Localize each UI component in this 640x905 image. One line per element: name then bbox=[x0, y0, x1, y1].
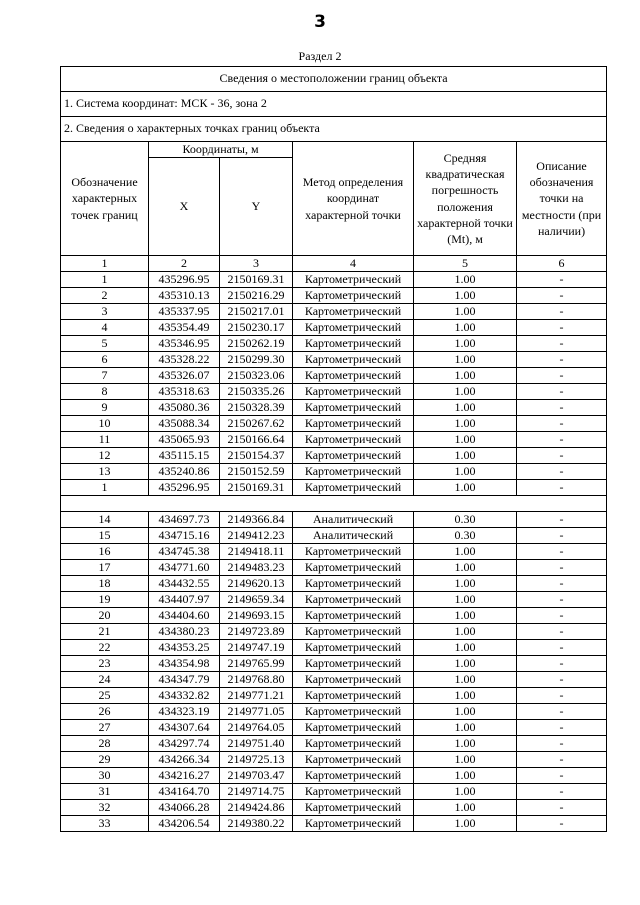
y-coordinate: 2150230.17 bbox=[220, 320, 293, 336]
x-coordinate: 435346.95 bbox=[149, 336, 220, 352]
y-coordinate: 2149703.47 bbox=[220, 768, 293, 784]
x-coordinate: 435310.13 bbox=[149, 288, 220, 304]
x-coordinate: 434353.25 bbox=[149, 640, 220, 656]
description: - bbox=[517, 304, 607, 320]
description: - bbox=[517, 512, 607, 528]
accuracy: 1.00 bbox=[414, 656, 517, 672]
description: - bbox=[517, 640, 607, 656]
accuracy: 1.00 bbox=[414, 304, 517, 320]
x-coordinate: 435080.36 bbox=[149, 400, 220, 416]
accuracy: 1.00 bbox=[414, 448, 517, 464]
y-coordinate: 2149412.23 bbox=[220, 528, 293, 544]
header-description: Описание обозначения точки на местности (при наличии) bbox=[517, 142, 607, 256]
table-row bbox=[61, 720, 607, 736]
accuracy: 1.00 bbox=[414, 560, 517, 576]
method: Картометрический bbox=[293, 736, 414, 752]
point-number: 1 bbox=[61, 272, 149, 288]
description: - bbox=[517, 272, 607, 288]
method: Картометрический bbox=[293, 608, 414, 624]
point-number: 22 bbox=[61, 640, 149, 656]
boundary-points-table bbox=[60, 66, 607, 832]
accuracy: 1.00 bbox=[414, 624, 517, 640]
page-number: 3 bbox=[314, 12, 326, 32]
x-coordinate: 434354.98 bbox=[149, 656, 220, 672]
description: - bbox=[517, 672, 607, 688]
description: - bbox=[517, 752, 607, 768]
description: - bbox=[517, 656, 607, 672]
accuracy: 1.00 bbox=[414, 736, 517, 752]
accuracy: 1.00 bbox=[414, 688, 517, 704]
point-number: 24 bbox=[61, 672, 149, 688]
y-coordinate: 2149747.19 bbox=[220, 640, 293, 656]
point-number: 6 bbox=[61, 352, 149, 368]
method: Картометрический bbox=[293, 784, 414, 800]
y-coordinate: 2150216.29 bbox=[220, 288, 293, 304]
y-coordinate: 2150299.30 bbox=[220, 352, 293, 368]
table-row bbox=[61, 688, 607, 704]
x-coordinate: 434206.54 bbox=[149, 816, 220, 832]
table-row bbox=[61, 416, 607, 432]
x-coordinate: 435088.34 bbox=[149, 416, 220, 432]
description: - bbox=[517, 768, 607, 784]
x-coordinate: 434380.23 bbox=[149, 624, 220, 640]
x-coordinate: 434407.97 bbox=[149, 592, 220, 608]
accuracy: 1.00 bbox=[414, 800, 517, 816]
method: Картометрический bbox=[293, 448, 414, 464]
table-row bbox=[61, 336, 607, 352]
method: Картометрический bbox=[293, 640, 414, 656]
contour-separator-row bbox=[61, 496, 607, 512]
point-number: 27 bbox=[61, 720, 149, 736]
table-row bbox=[61, 640, 607, 656]
x-coordinate: 434697.73 bbox=[149, 512, 220, 528]
table-row bbox=[61, 576, 607, 592]
accuracy: 1.00 bbox=[414, 704, 517, 720]
method: Картометрический bbox=[293, 320, 414, 336]
method: Картометрический bbox=[293, 352, 414, 368]
y-coordinate: 2149768.80 bbox=[220, 672, 293, 688]
accuracy: 0.30 bbox=[414, 528, 517, 544]
description: - bbox=[517, 624, 607, 640]
y-coordinate: 2149366.84 bbox=[220, 512, 293, 528]
accuracy: 1.00 bbox=[414, 752, 517, 768]
method: Картометрический bbox=[293, 720, 414, 736]
description: - bbox=[517, 288, 607, 304]
method: Картометрический bbox=[293, 576, 414, 592]
x-coordinate: 434745.38 bbox=[149, 544, 220, 560]
point-number: 28 bbox=[61, 736, 149, 752]
x-coordinate: 434307.64 bbox=[149, 720, 220, 736]
table-row bbox=[61, 768, 607, 784]
accuracy: 1.00 bbox=[414, 352, 517, 368]
accuracy: 1.00 bbox=[414, 336, 517, 352]
method: Картометрический bbox=[293, 560, 414, 576]
coordinate-system-text: 1. Система координат: МСК - 36, зона 2 bbox=[61, 92, 607, 117]
header-y: Y bbox=[220, 158, 293, 256]
y-coordinate: 2150154.37 bbox=[220, 448, 293, 464]
accuracy: 1.00 bbox=[414, 592, 517, 608]
header-point: Обозначение характерных точек границ bbox=[61, 142, 149, 256]
description: - bbox=[517, 336, 607, 352]
x-coordinate: 434297.74 bbox=[149, 736, 220, 752]
x-coordinate: 434715.16 bbox=[149, 528, 220, 544]
table-row bbox=[61, 736, 607, 752]
point-number: 31 bbox=[61, 784, 149, 800]
y-coordinate: 2149765.99 bbox=[220, 656, 293, 672]
accuracy: 1.00 bbox=[414, 272, 517, 288]
accuracy: 1.00 bbox=[414, 672, 517, 688]
x-coordinate: 434216.27 bbox=[149, 768, 220, 784]
accuracy: 1.00 bbox=[414, 784, 517, 800]
description: - bbox=[517, 816, 607, 832]
method: Картометрический bbox=[293, 368, 414, 384]
description: - bbox=[517, 800, 607, 816]
column-number: 3 bbox=[220, 256, 293, 272]
description: - bbox=[517, 688, 607, 704]
header-accuracy: Средняя квадратическая погрешность положения характерной точки (Mt), м bbox=[414, 142, 517, 256]
x-coordinate: 435115.15 bbox=[149, 448, 220, 464]
description: - bbox=[517, 544, 607, 560]
accuracy: 1.00 bbox=[414, 320, 517, 336]
y-coordinate: 2150169.31 bbox=[220, 272, 293, 288]
method: Картометрический bbox=[293, 592, 414, 608]
y-coordinate: 2149659.34 bbox=[220, 592, 293, 608]
x-coordinate: 435337.95 bbox=[149, 304, 220, 320]
accuracy: 1.00 bbox=[414, 576, 517, 592]
accuracy: 1.00 bbox=[414, 544, 517, 560]
description: - bbox=[517, 432, 607, 448]
point-number: 14 bbox=[61, 512, 149, 528]
method: Картометрический bbox=[293, 816, 414, 832]
method: Картометрический bbox=[293, 288, 414, 304]
table-row bbox=[61, 432, 607, 448]
point-number: 4 bbox=[61, 320, 149, 336]
method: Картометрический bbox=[293, 800, 414, 816]
column-number-row bbox=[61, 256, 607, 272]
table-row bbox=[61, 656, 607, 672]
accuracy: 1.00 bbox=[414, 720, 517, 736]
method: Картометрический bbox=[293, 432, 414, 448]
coordinate-system-row bbox=[61, 92, 607, 117]
description: - bbox=[517, 528, 607, 544]
point-number: 13 bbox=[61, 464, 149, 480]
y-coordinate: 2150152.59 bbox=[220, 464, 293, 480]
accuracy: 0.30 bbox=[414, 512, 517, 528]
table-row bbox=[61, 512, 607, 528]
header-method: Метод определения координат характерной точки bbox=[293, 142, 414, 256]
method: Картометрический bbox=[293, 768, 414, 784]
description: - bbox=[517, 448, 607, 464]
method: Картометрический bbox=[293, 464, 414, 480]
table-row bbox=[61, 352, 607, 368]
table-row bbox=[61, 368, 607, 384]
table-row bbox=[61, 288, 607, 304]
point-number: 15 bbox=[61, 528, 149, 544]
column-number: 1 bbox=[61, 256, 149, 272]
method: Картометрический bbox=[293, 416, 414, 432]
table-row bbox=[61, 384, 607, 400]
description: - bbox=[517, 720, 607, 736]
column-number: 5 bbox=[414, 256, 517, 272]
table-row bbox=[61, 480, 607, 496]
y-coordinate: 2150169.31 bbox=[220, 480, 293, 496]
y-coordinate: 2149751.40 bbox=[220, 736, 293, 752]
method: Картометрический bbox=[293, 480, 414, 496]
method: Картометрический bbox=[293, 672, 414, 688]
x-coordinate: 435328.22 bbox=[149, 352, 220, 368]
x-coordinate: 435065.93 bbox=[149, 432, 220, 448]
point-number: 19 bbox=[61, 592, 149, 608]
column-number: 4 bbox=[293, 256, 414, 272]
point-number: 21 bbox=[61, 624, 149, 640]
contour-separator bbox=[61, 496, 607, 512]
x-coordinate: 434771.60 bbox=[149, 560, 220, 576]
method: Картометрический bbox=[293, 688, 414, 704]
y-coordinate: 2149693.15 bbox=[220, 608, 293, 624]
table-row bbox=[61, 320, 607, 336]
method: Картометрический bbox=[293, 272, 414, 288]
section-title: Раздел 2 bbox=[298, 49, 342, 63]
accuracy: 1.00 bbox=[414, 816, 517, 832]
point-number: 20 bbox=[61, 608, 149, 624]
point-number: 25 bbox=[61, 688, 149, 704]
table-row bbox=[61, 448, 607, 464]
accuracy: 1.00 bbox=[414, 640, 517, 656]
point-number: 1 bbox=[61, 480, 149, 496]
y-coordinate: 2150217.01 bbox=[220, 304, 293, 320]
x-coordinate: 435296.95 bbox=[149, 272, 220, 288]
y-coordinate: 2149418.11 bbox=[220, 544, 293, 560]
description: - bbox=[517, 784, 607, 800]
y-coordinate: 2150335.26 bbox=[220, 384, 293, 400]
x-coordinate: 435326.07 bbox=[149, 368, 220, 384]
header-coords: Координаты, м bbox=[149, 142, 293, 158]
method: Картометрический bbox=[293, 752, 414, 768]
accuracy: 1.00 bbox=[414, 480, 517, 496]
accuracy: 1.00 bbox=[414, 384, 517, 400]
point-number: 5 bbox=[61, 336, 149, 352]
x-coordinate: 435354.49 bbox=[149, 320, 220, 336]
accuracy: 1.00 bbox=[414, 288, 517, 304]
x-coordinate: 434432.55 bbox=[149, 576, 220, 592]
accuracy: 1.00 bbox=[414, 432, 517, 448]
y-coordinate: 2149424.86 bbox=[220, 800, 293, 816]
x-coordinate: 434323.19 bbox=[149, 704, 220, 720]
y-coordinate: 2150323.06 bbox=[220, 368, 293, 384]
accuracy: 1.00 bbox=[414, 608, 517, 624]
table-row bbox=[61, 272, 607, 288]
table-row bbox=[61, 544, 607, 560]
column-number: 6 bbox=[517, 256, 607, 272]
y-coordinate: 2149483.23 bbox=[220, 560, 293, 576]
table-row bbox=[61, 560, 607, 576]
y-coordinate: 2149764.05 bbox=[220, 720, 293, 736]
accuracy: 1.00 bbox=[414, 768, 517, 784]
x-coordinate: 434332.82 bbox=[149, 688, 220, 704]
x-coordinate: 434266.34 bbox=[149, 752, 220, 768]
table-row bbox=[61, 624, 607, 640]
point-number: 9 bbox=[61, 400, 149, 416]
table-row bbox=[61, 752, 607, 768]
point-number: 26 bbox=[61, 704, 149, 720]
point-number: 30 bbox=[61, 768, 149, 784]
x-coordinate: 435318.63 bbox=[149, 384, 220, 400]
point-number: 8 bbox=[61, 384, 149, 400]
method: Картометрический bbox=[293, 656, 414, 672]
column-number: 2 bbox=[149, 256, 220, 272]
method: Картометрический bbox=[293, 624, 414, 640]
point-number: 32 bbox=[61, 800, 149, 816]
point-number: 7 bbox=[61, 368, 149, 384]
table-row bbox=[61, 816, 607, 832]
table-row bbox=[61, 784, 607, 800]
x-coordinate: 434347.79 bbox=[149, 672, 220, 688]
header-row-1 bbox=[61, 142, 607, 158]
y-coordinate: 2150267.62 bbox=[220, 416, 293, 432]
method: Картометрический bbox=[293, 544, 414, 560]
table-title: Сведения о местоположении границ объекта bbox=[61, 67, 607, 92]
table-row bbox=[61, 800, 607, 816]
point-number: 16 bbox=[61, 544, 149, 560]
x-coordinate: 435296.95 bbox=[149, 480, 220, 496]
description: - bbox=[517, 608, 607, 624]
x-coordinate: 434164.70 bbox=[149, 784, 220, 800]
point-number: 17 bbox=[61, 560, 149, 576]
description: - bbox=[517, 352, 607, 368]
table-row bbox=[61, 528, 607, 544]
method: Аналитический bbox=[293, 528, 414, 544]
description: - bbox=[517, 368, 607, 384]
y-coordinate: 2149771.21 bbox=[220, 688, 293, 704]
method: Картометрический bbox=[293, 336, 414, 352]
description: - bbox=[517, 704, 607, 720]
accuracy: 1.00 bbox=[414, 464, 517, 480]
description: - bbox=[517, 384, 607, 400]
accuracy: 1.00 bbox=[414, 368, 517, 384]
description: - bbox=[517, 592, 607, 608]
y-coordinate: 2149723.89 bbox=[220, 624, 293, 640]
y-coordinate: 2149380.22 bbox=[220, 816, 293, 832]
y-coordinate: 2149714.75 bbox=[220, 784, 293, 800]
description: - bbox=[517, 416, 607, 432]
accuracy: 1.00 bbox=[414, 416, 517, 432]
method: Картометрический bbox=[293, 400, 414, 416]
x-coordinate: 434066.28 bbox=[149, 800, 220, 816]
table-row bbox=[61, 400, 607, 416]
point-number: 2 bbox=[61, 288, 149, 304]
table-row bbox=[61, 704, 607, 720]
y-coordinate: 2150166.64 bbox=[220, 432, 293, 448]
y-coordinate: 2149620.13 bbox=[220, 576, 293, 592]
point-number: 29 bbox=[61, 752, 149, 768]
description: - bbox=[517, 576, 607, 592]
accuracy: 1.00 bbox=[414, 400, 517, 416]
description: - bbox=[517, 464, 607, 480]
description: - bbox=[517, 400, 607, 416]
points-section-row bbox=[61, 117, 607, 142]
description: - bbox=[517, 736, 607, 752]
points-section-text: 2. Сведения о характерных точках границ объекта bbox=[61, 117, 607, 142]
y-coordinate: 2149771.05 bbox=[220, 704, 293, 720]
header-x: X bbox=[149, 158, 220, 256]
point-number: 3 bbox=[61, 304, 149, 320]
method: Картометрический bbox=[293, 304, 414, 320]
description: - bbox=[517, 320, 607, 336]
description: - bbox=[517, 560, 607, 576]
point-number: 12 bbox=[61, 448, 149, 464]
table-row bbox=[61, 304, 607, 320]
point-number: 23 bbox=[61, 656, 149, 672]
y-coordinate: 2150262.19 bbox=[220, 336, 293, 352]
table-title-row bbox=[61, 67, 607, 92]
y-coordinate: 2150328.39 bbox=[220, 400, 293, 416]
y-coordinate: 2149725.13 bbox=[220, 752, 293, 768]
description: - bbox=[517, 480, 607, 496]
table-row bbox=[61, 592, 607, 608]
point-number: 33 bbox=[61, 816, 149, 832]
table-row bbox=[61, 464, 607, 480]
x-coordinate: 434404.60 bbox=[149, 608, 220, 624]
method: Картометрический bbox=[293, 384, 414, 400]
table-row bbox=[61, 672, 607, 688]
method: Картометрический bbox=[293, 704, 414, 720]
x-coordinate: 435240.86 bbox=[149, 464, 220, 480]
point-number: 18 bbox=[61, 576, 149, 592]
table-row bbox=[61, 608, 607, 624]
point-number: 11 bbox=[61, 432, 149, 448]
method: Аналитический bbox=[293, 512, 414, 528]
point-number: 10 bbox=[61, 416, 149, 432]
